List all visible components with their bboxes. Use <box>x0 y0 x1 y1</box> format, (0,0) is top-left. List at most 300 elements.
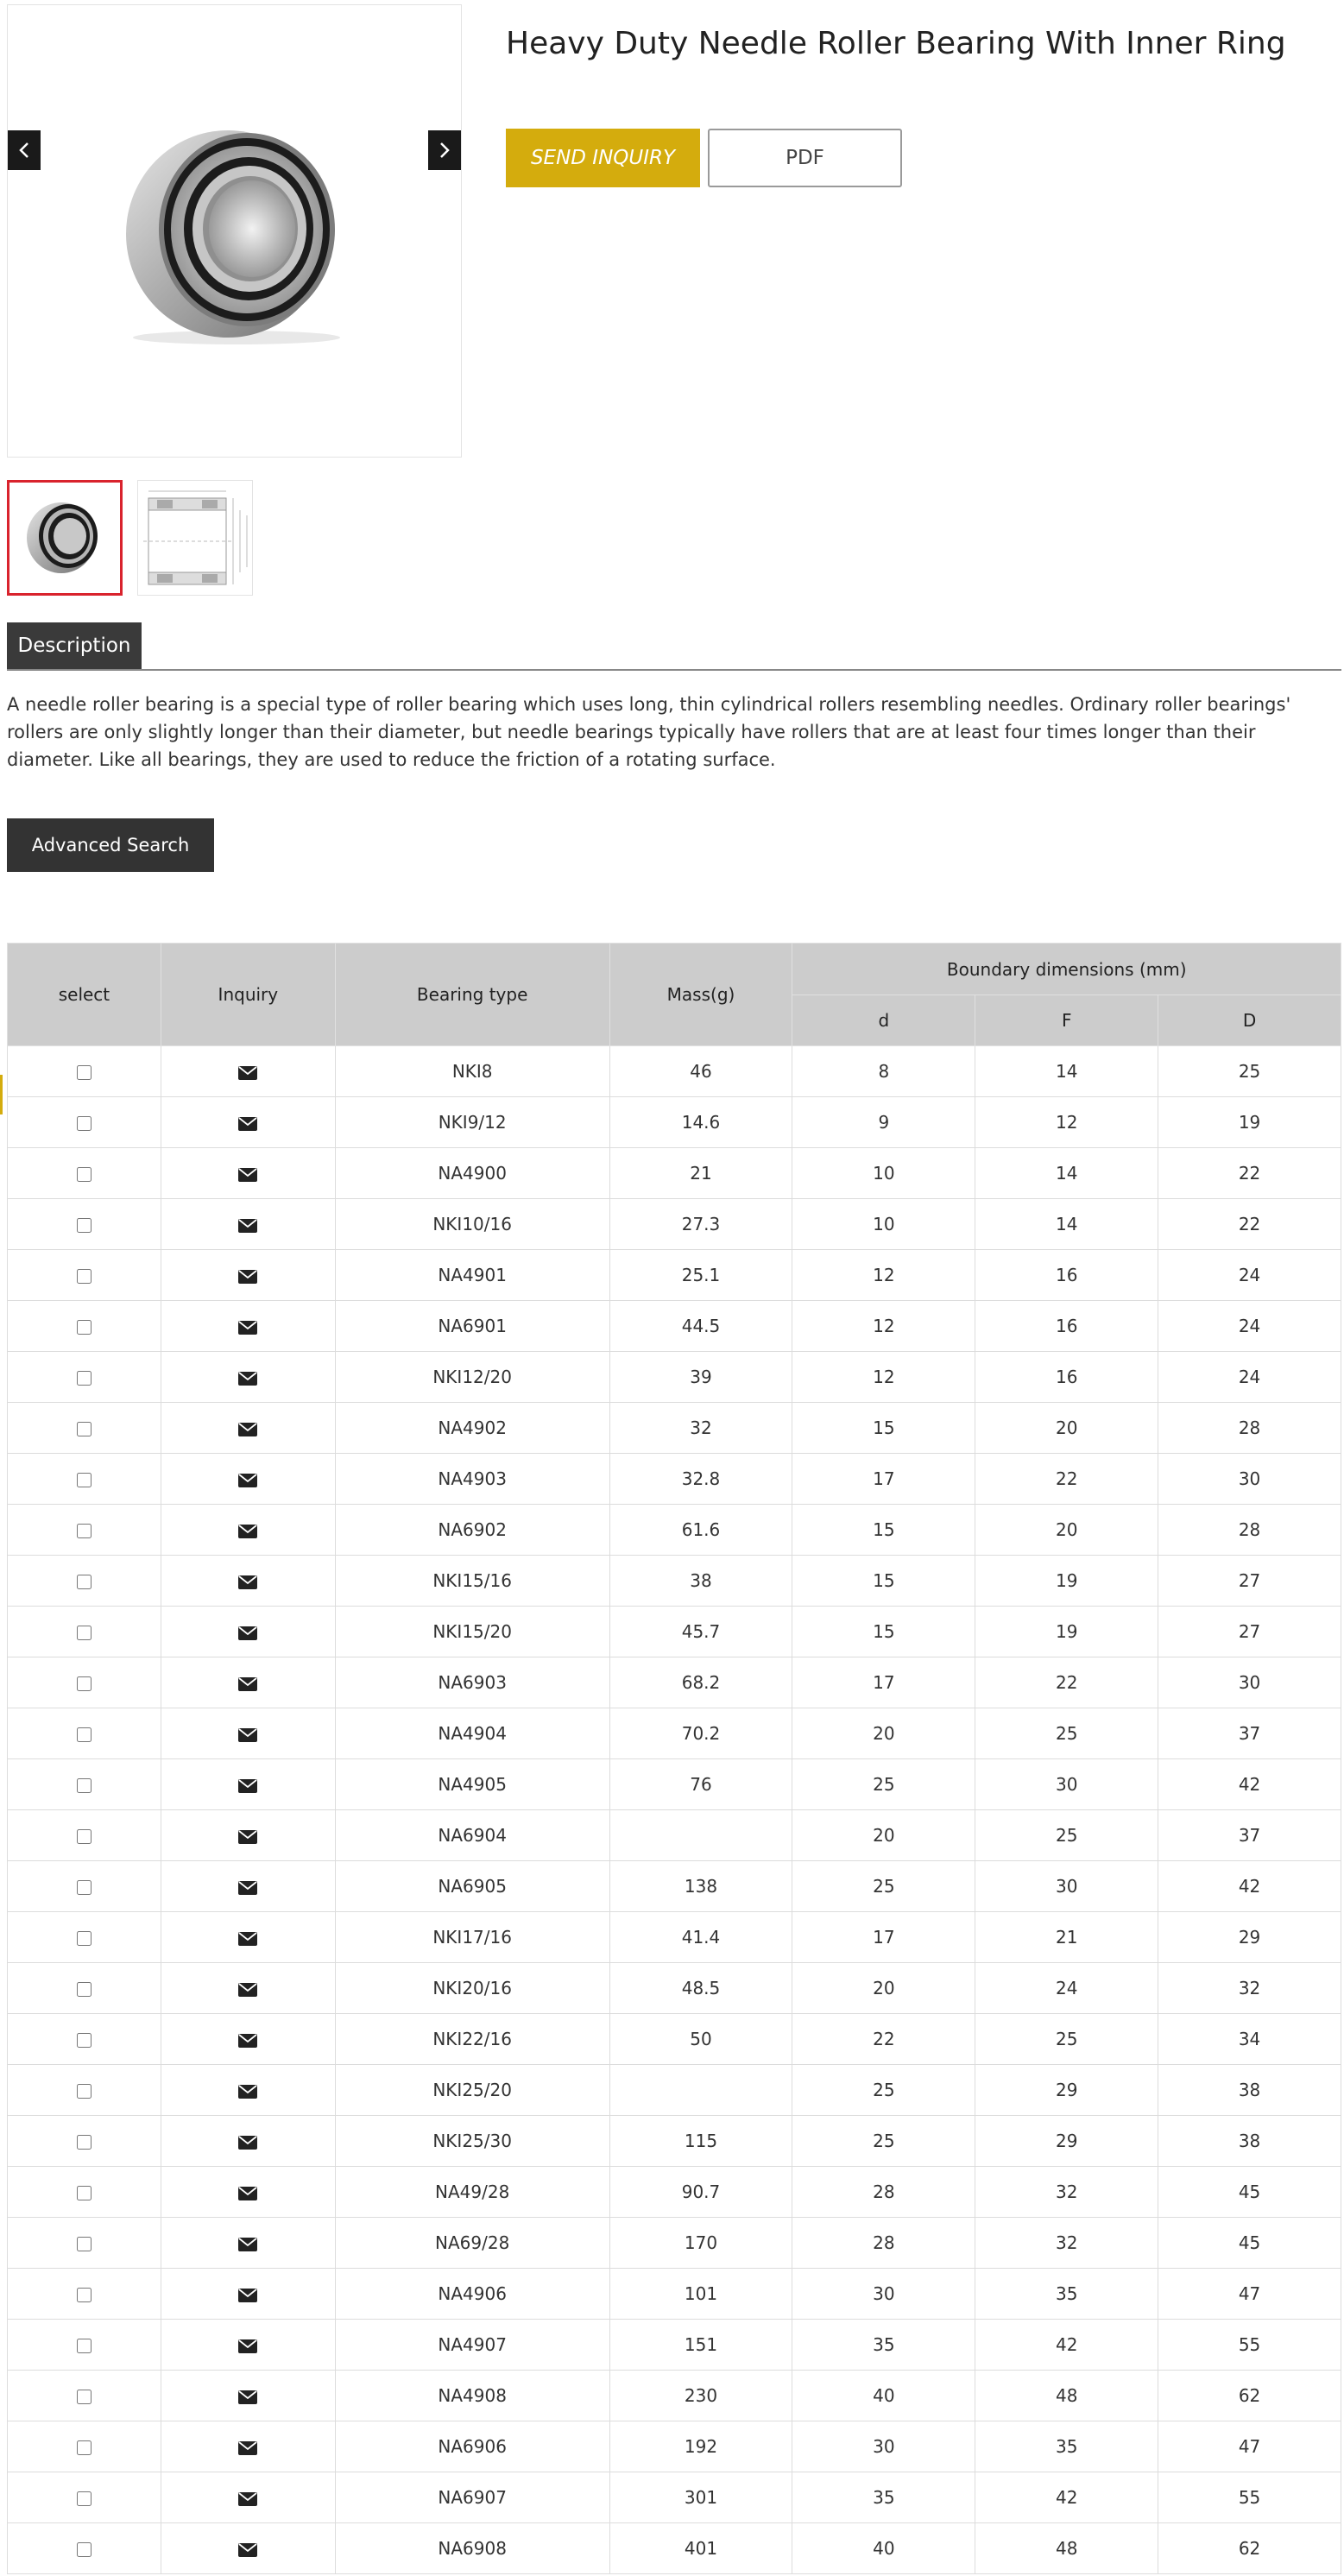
send-inquiry-button[interactable]: SEND INQUIRY <box>506 129 700 187</box>
cell-F: 35 <box>975 2421 1158 2472</box>
bearing-photo <box>116 122 357 346</box>
table-row <box>8 1301 1341 1352</box>
cell-d: 17 <box>792 1454 975 1505</box>
cell-bearing-type: NA4903 <box>335 1454 609 1505</box>
envelope-icon[interactable] <box>238 1830 257 1844</box>
cell-F: 14 <box>975 1148 1158 1199</box>
cell-bearing-type: NA4907 <box>335 2320 609 2371</box>
cell-D: 34 <box>1158 2014 1341 2065</box>
cell-inquiry[interactable] <box>161 1963 335 2014</box>
header-F: F <box>975 995 1158 1046</box>
row-select-checkbox[interactable] <box>77 2186 91 2200</box>
envelope-icon[interactable] <box>238 1728 257 1742</box>
cell-select <box>8 1556 161 1607</box>
cell-bearing-type: NKI22/16 <box>335 2014 609 2065</box>
cell-F: 29 <box>975 2116 1158 2167</box>
envelope-icon[interactable] <box>238 1066 257 1080</box>
cell-select <box>8 1250 161 1301</box>
row-select-checkbox[interactable] <box>77 2542 91 2557</box>
tab-description[interactable]: Description <box>7 622 142 669</box>
row-select-checkbox[interactable] <box>77 1829 91 1844</box>
cell-mass: 192 <box>609 2421 792 2472</box>
row-select-checkbox[interactable] <box>77 1116 91 1131</box>
cell-inquiry[interactable] <box>161 1912 335 1963</box>
cell-select <box>8 2320 161 2371</box>
header-select: select <box>8 944 161 1046</box>
product-description: A needle roller bearing is a special type of roller bearing which uses long, thin cylindrical rollers resembling needles. Ordinary roller bearings' rollers are only slightly longer than their diameter, but needle bearings typically have rollers that are at least four times longer than their diameter. Like all bearings, they are used to reduce the friction of a rotating surface. <box>7 694 1291 770</box>
envelope-icon[interactable] <box>238 1932 257 1946</box>
cell-select <box>8 1199 161 1250</box>
envelope-icon[interactable] <box>238 1321 257 1335</box>
cell-d: 25 <box>792 2116 975 2167</box>
envelope-icon[interactable] <box>238 2085 257 2099</box>
cell-select <box>8 1046 161 1097</box>
chevron-left-icon <box>18 142 30 159</box>
cell-bearing-type: NA4901 <box>335 1250 609 1301</box>
cell-D: 27 <box>1158 1556 1341 1607</box>
cell-inquiry[interactable] <box>161 1199 335 1250</box>
cell-mass: 45.7 <box>609 1607 792 1657</box>
table-row <box>8 1250 1341 1301</box>
cell-F: 25 <box>975 1810 1158 1861</box>
header-inquiry: Inquiry <box>161 944 335 1046</box>
cell-select <box>8 2523 161 2574</box>
cell-F: 35 <box>975 2269 1158 2320</box>
cell-d: 15 <box>792 1403 975 1454</box>
row-select-checkbox[interactable] <box>77 1575 91 1589</box>
cell-D: 42 <box>1158 1759 1341 1810</box>
cell-inquiry[interactable] <box>161 1301 335 1352</box>
cell-mass: 138 <box>609 1861 792 1912</box>
bearing-spec-table <box>7 943 1341 2574</box>
cell-d: 15 <box>792 1505 975 1556</box>
cell-inquiry[interactable] <box>161 1250 335 1301</box>
cell-inquiry[interactable] <box>161 2421 335 2472</box>
cell-select <box>8 1352 161 1403</box>
cell-D: 24 <box>1158 1301 1341 1352</box>
cell-D: 19 <box>1158 1097 1341 1148</box>
cell-F: 29 <box>975 2065 1158 2116</box>
cell-inquiry[interactable] <box>161 2116 335 2167</box>
cell-bearing-type: NKI25/20 <box>335 2065 609 2116</box>
cell-bearing-type: NA6903 <box>335 1657 609 1708</box>
cell-D: 27 <box>1158 1607 1341 1657</box>
cell-select <box>8 1097 161 1148</box>
cell-F: 14 <box>975 1199 1158 1250</box>
cell-bearing-type: NA6901 <box>335 1301 609 1352</box>
table-row <box>8 2371 1341 2421</box>
cell-mass: 44.5 <box>609 1301 792 1352</box>
cell-select <box>8 2421 161 2472</box>
tab-bar <box>7 622 1341 671</box>
table-row <box>8 2472 1341 2523</box>
envelope-icon[interactable] <box>238 1219 257 1233</box>
cell-D: 22 <box>1158 1199 1341 1250</box>
envelope-icon[interactable] <box>238 1117 257 1131</box>
table-row <box>8 1046 1341 1097</box>
envelope-icon[interactable] <box>238 1423 257 1436</box>
cell-mass: 230 <box>609 2371 792 2421</box>
envelope-icon[interactable] <box>238 2492 257 2506</box>
row-select-checkbox[interactable] <box>77 1676 91 1691</box>
table-row <box>8 1148 1341 1199</box>
table-row <box>8 2014 1341 2065</box>
cell-inquiry[interactable] <box>161 1403 335 1454</box>
envelope-icon[interactable] <box>238 1881 257 1895</box>
bearing-thumbnail <box>9 483 120 593</box>
cell-inquiry[interactable] <box>161 2472 335 2523</box>
envelope-icon[interactable] <box>238 1372 257 1386</box>
cell-d: 8 <box>792 1046 975 1097</box>
row-select-checkbox[interactable] <box>77 2288 91 2302</box>
cell-F: 22 <box>975 1454 1158 1505</box>
row-select-checkbox[interactable] <box>77 1320 91 1335</box>
cell-mass: 401 <box>609 2523 792 2574</box>
cell-inquiry[interactable] <box>161 1454 335 1505</box>
row-select-checkbox[interactable] <box>77 2237 91 2251</box>
table-row <box>8 1708 1341 1759</box>
cell-F: 42 <box>975 2320 1158 2371</box>
cell-d: 20 <box>792 1810 975 1861</box>
cell-inquiry[interactable] <box>161 1505 335 1556</box>
cell-F: 21 <box>975 1912 1158 1963</box>
row-select-checkbox[interactable] <box>77 1269 91 1284</box>
cell-F: 12 <box>975 1097 1158 1148</box>
row-select-checkbox[interactable] <box>77 1167 91 1182</box>
cell-inquiry[interactable] <box>161 1352 335 1403</box>
cell-D: 38 <box>1158 2065 1341 2116</box>
cell-D: 45 <box>1158 2218 1341 2269</box>
cell-select <box>8 1505 161 1556</box>
cell-select <box>8 1403 161 1454</box>
cell-bearing-type: NKI17/16 <box>335 1912 609 1963</box>
envelope-icon[interactable] <box>238 2441 257 2455</box>
cell-inquiry[interactable] <box>161 2269 335 2320</box>
cell-D: 37 <box>1158 1810 1341 1861</box>
cell-F: 16 <box>975 1250 1158 1301</box>
cell-D: 24 <box>1158 1352 1341 1403</box>
table-row <box>8 2065 1341 2116</box>
envelope-icon[interactable] <box>238 1525 257 1538</box>
cell-bearing-type: NA4905 <box>335 1759 609 1810</box>
cell-d: 12 <box>792 1301 975 1352</box>
cell-inquiry[interactable] <box>161 1097 335 1148</box>
row-select-checkbox[interactable] <box>77 1727 91 1742</box>
row-select-checkbox[interactable] <box>77 1371 91 1386</box>
cell-D: 25 <box>1158 1046 1341 1097</box>
cell-d: 17 <box>792 1657 975 1708</box>
row-select-checkbox[interactable] <box>77 1524 91 1538</box>
envelope-icon[interactable] <box>238 1677 257 1691</box>
envelope-icon[interactable] <box>238 1626 257 1640</box>
row-select-checkbox[interactable] <box>77 1982 91 1997</box>
cell-select <box>8 1657 161 1708</box>
cell-d: 17 <box>792 1912 975 1963</box>
cell-inquiry[interactable] <box>161 1657 335 1708</box>
cell-bearing-type: NKI8 <box>335 1046 609 1097</box>
cell-F: 14 <box>975 1046 1158 1097</box>
cell-d: 30 <box>792 2269 975 2320</box>
cell-bearing-type: NA6902 <box>335 1505 609 1556</box>
row-select-checkbox[interactable] <box>77 1473 91 1487</box>
table-row <box>8 1607 1341 1657</box>
cell-inquiry[interactable] <box>161 2218 335 2269</box>
header-d: d <box>792 995 975 1046</box>
cell-mass: 32.8 <box>609 1454 792 1505</box>
cell-mass: 301 <box>609 2472 792 2523</box>
cell-bearing-type: NKI12/20 <box>335 1352 609 1403</box>
cell-bearing-type: NA4902 <box>335 1403 609 1454</box>
cell-D: 28 <box>1158 1505 1341 1556</box>
envelope-icon[interactable] <box>238 2034 257 2048</box>
cell-inquiry[interactable] <box>161 2014 335 2065</box>
header-D: D <box>1158 995 1341 1046</box>
cell-select <box>8 2167 161 2218</box>
row-select-checkbox[interactable] <box>77 2084 91 2099</box>
envelope-icon[interactable] <box>238 2187 257 2200</box>
cell-D: 47 <box>1158 2421 1341 2472</box>
cell-D: 37 <box>1158 1708 1341 1759</box>
cell-F: 20 <box>975 1403 1158 1454</box>
cell-F: 48 <box>975 2523 1158 2574</box>
envelope-icon[interactable] <box>238 1983 257 1997</box>
cell-select <box>8 2472 161 2523</box>
table-row <box>8 2320 1341 2371</box>
cell-bearing-type: NA6906 <box>335 2421 609 2472</box>
header-bearing-type: Bearing type <box>335 944 609 1046</box>
cell-d: 20 <box>792 1708 975 1759</box>
header-mass: Mass(g) <box>609 944 792 1046</box>
cell-bearing-type: NA6905 <box>335 1861 609 1912</box>
cell-F: 48 <box>975 2371 1158 2421</box>
cell-inquiry[interactable] <box>161 1046 335 1097</box>
cell-inquiry[interactable] <box>161 2320 335 2371</box>
envelope-icon[interactable] <box>238 1779 257 1793</box>
cell-bearing-type: NA69/28 <box>335 2218 609 2269</box>
cell-bearing-type: NA6907 <box>335 2472 609 2523</box>
cell-D: 62 <box>1158 2523 1341 2574</box>
cell-mass: 101 <box>609 2269 792 2320</box>
cell-inquiry[interactable] <box>161 2167 335 2218</box>
cell-mass: 76 <box>609 1759 792 1810</box>
cell-mass: 68.2 <box>609 1657 792 1708</box>
table-row <box>8 1810 1341 1861</box>
table-row <box>8 1556 1341 1607</box>
envelope-icon[interactable] <box>238 1168 257 1182</box>
cell-d: 9 <box>792 1097 975 1148</box>
cell-F: 19 <box>975 1607 1158 1657</box>
cell-bearing-type: NKI25/30 <box>335 2116 609 2167</box>
cell-select <box>8 1759 161 1810</box>
row-select-checkbox[interactable] <box>77 2440 91 2455</box>
row-select-checkbox[interactable] <box>77 1218 91 1233</box>
cell-inquiry[interactable] <box>161 1861 335 1912</box>
table-row <box>8 2421 1341 2472</box>
cell-D: 38 <box>1158 2116 1341 2167</box>
cell-D: 30 <box>1158 1657 1341 1708</box>
cell-select <box>8 1810 161 1861</box>
cell-F: 32 <box>975 2167 1158 2218</box>
cell-mass: 14.6 <box>609 1097 792 1148</box>
cell-D: 32 <box>1158 1963 1341 2014</box>
cell-d: 12 <box>792 1352 975 1403</box>
cell-d: 15 <box>792 1556 975 1607</box>
table-row <box>8 2218 1341 2269</box>
cell-d: 35 <box>792 2320 975 2371</box>
cell-bearing-type: NA49/28 <box>335 2167 609 2218</box>
cell-D: 55 <box>1158 2320 1341 2371</box>
envelope-icon[interactable] <box>238 2238 257 2251</box>
table-row <box>8 2269 1341 2320</box>
cell-d: 25 <box>792 1861 975 1912</box>
cell-select <box>8 2014 161 2065</box>
cell-bearing-type: NA6904 <box>335 1810 609 1861</box>
cell-D: 47 <box>1158 2269 1341 2320</box>
cell-select <box>8 2218 161 2269</box>
main-product-image <box>7 4 462 458</box>
cell-F: 24 <box>975 1963 1158 2014</box>
cell-select <box>8 1861 161 1912</box>
envelope-icon[interactable] <box>238 2390 257 2404</box>
cell-bearing-type: NA6908 <box>335 2523 609 2574</box>
envelope-icon[interactable] <box>238 2289 257 2302</box>
table-row <box>8 1963 1341 2014</box>
table-row <box>8 1912 1341 1963</box>
cell-F: 30 <box>975 1759 1158 1810</box>
cell-d: 28 <box>792 2167 975 2218</box>
table-row <box>8 1657 1341 1708</box>
cell-select <box>8 1454 161 1505</box>
cell-d: 35 <box>792 2472 975 2523</box>
table-row <box>8 2523 1341 2574</box>
cell-inquiry[interactable] <box>161 2065 335 2116</box>
header-boundary-dimensions: Boundary dimensions (mm) <box>792 944 1341 995</box>
cell-bearing-type: NKI20/16 <box>335 1963 609 2014</box>
cell-d: 25 <box>792 1759 975 1810</box>
cell-select <box>8 2269 161 2320</box>
row-select-checkbox[interactable] <box>77 2491 91 2506</box>
cell-inquiry[interactable] <box>161 1556 335 1607</box>
table-row <box>8 2167 1341 2218</box>
cell-inquiry[interactable] <box>161 1607 335 1657</box>
chevron-right-icon <box>439 142 451 159</box>
cell-d: 28 <box>792 2218 975 2269</box>
cell-d: 22 <box>792 2014 975 2065</box>
row-select-checkbox[interactable] <box>77 1626 91 1640</box>
cell-mass: 25.1 <box>609 1250 792 1301</box>
cell-mass: 90.7 <box>609 2167 792 2218</box>
cell-F: 25 <box>975 2014 1158 2065</box>
side-scroll-marker <box>0 1075 3 1114</box>
envelope-icon[interactable] <box>238 1474 257 1487</box>
prev-image-button[interactable] <box>8 130 41 170</box>
cell-mass: 61.6 <box>609 1505 792 1556</box>
table-row <box>8 1454 1341 1505</box>
advanced-search-button[interactable]: Advanced Search <box>7 818 214 872</box>
row-select-checkbox[interactable] <box>77 1880 91 1895</box>
cell-mass: 115 <box>609 2116 792 2167</box>
row-select-checkbox[interactable] <box>77 1065 91 1080</box>
cell-mass: 70.2 <box>609 1708 792 1759</box>
table-row <box>8 1403 1341 1454</box>
cell-bearing-type: NA4906 <box>335 2269 609 2320</box>
cell-mass <box>609 1810 792 1861</box>
envelope-icon[interactable] <box>238 2543 257 2557</box>
cell-inquiry[interactable] <box>161 2371 335 2421</box>
cell-mass: 21 <box>609 1148 792 1199</box>
thumbnail-drawing[interactable] <box>137 480 253 596</box>
envelope-icon[interactable] <box>238 1575 257 1589</box>
table-row <box>8 1199 1341 1250</box>
cell-mass <box>609 2065 792 2116</box>
cell-inquiry[interactable] <box>161 1759 335 1810</box>
cell-mass: 151 <box>609 2320 792 2371</box>
cell-select <box>8 1963 161 2014</box>
thumbnail-photo[interactable] <box>7 480 123 596</box>
row-select-checkbox[interactable] <box>77 2135 91 2150</box>
cell-d: 30 <box>792 2421 975 2472</box>
row-select-checkbox[interactable] <box>77 2390 91 2404</box>
product-title: Heavy Duty Needle Roller Bearing With Inner Ring <box>506 26 1286 61</box>
cell-bearing-type: NKI9/12 <box>335 1097 609 1148</box>
cell-F: 42 <box>975 2472 1158 2523</box>
cell-D: 29 <box>1158 1912 1341 1963</box>
cell-bearing-type: NA4904 <box>335 1708 609 1759</box>
cell-mass: 46 <box>609 1046 792 1097</box>
cell-F: 16 <box>975 1352 1158 1403</box>
cell-inquiry[interactable] <box>161 1708 335 1759</box>
next-image-button[interactable] <box>428 130 461 170</box>
cell-select <box>8 1708 161 1759</box>
row-select-checkbox[interactable] <box>77 1778 91 1793</box>
cell-F: 19 <box>975 1556 1158 1607</box>
cell-D: 42 <box>1158 1861 1341 1912</box>
row-select-checkbox[interactable] <box>77 1422 91 1436</box>
cell-inquiry[interactable] <box>161 1810 335 1861</box>
table-row <box>8 2116 1341 2167</box>
table-body <box>8 1046 1341 2574</box>
cell-mass: 50 <box>609 2014 792 2065</box>
cell-mass: 41.4 <box>609 1912 792 1963</box>
cell-d: 40 <box>792 2523 975 2574</box>
cell-D: 28 <box>1158 1403 1341 1454</box>
cell-d: 10 <box>792 1148 975 1199</box>
envelope-icon[interactable] <box>238 1270 257 1284</box>
row-select-checkbox[interactable] <box>77 1931 91 1946</box>
cell-select <box>8 1301 161 1352</box>
cell-bearing-type: NKI15/20 <box>335 1607 609 1657</box>
cell-bearing-type: NKI10/16 <box>335 1199 609 1250</box>
envelope-icon[interactable] <box>238 2339 257 2353</box>
cell-bearing-type: NKI15/16 <box>335 1556 609 1607</box>
cell-mass: 32 <box>609 1403 792 1454</box>
cell-d: 40 <box>792 2371 975 2421</box>
pdf-button[interactable]: PDF <box>708 129 902 187</box>
cell-F: 16 <box>975 1301 1158 1352</box>
cell-inquiry[interactable] <box>161 2523 335 2574</box>
cell-mass: 170 <box>609 2218 792 2269</box>
envelope-icon[interactable] <box>238 2136 257 2150</box>
technical-drawing-thumbnail <box>138 481 252 595</box>
cell-D: 55 <box>1158 2472 1341 2523</box>
cell-select <box>8 2116 161 2167</box>
cell-select <box>8 2065 161 2116</box>
cell-inquiry[interactable] <box>161 1148 335 1199</box>
cell-D: 22 <box>1158 1148 1341 1199</box>
row-select-checkbox[interactable] <box>77 2339 91 2353</box>
row-select-checkbox[interactable] <box>77 2033 91 2048</box>
cell-D: 30 <box>1158 1454 1341 1505</box>
